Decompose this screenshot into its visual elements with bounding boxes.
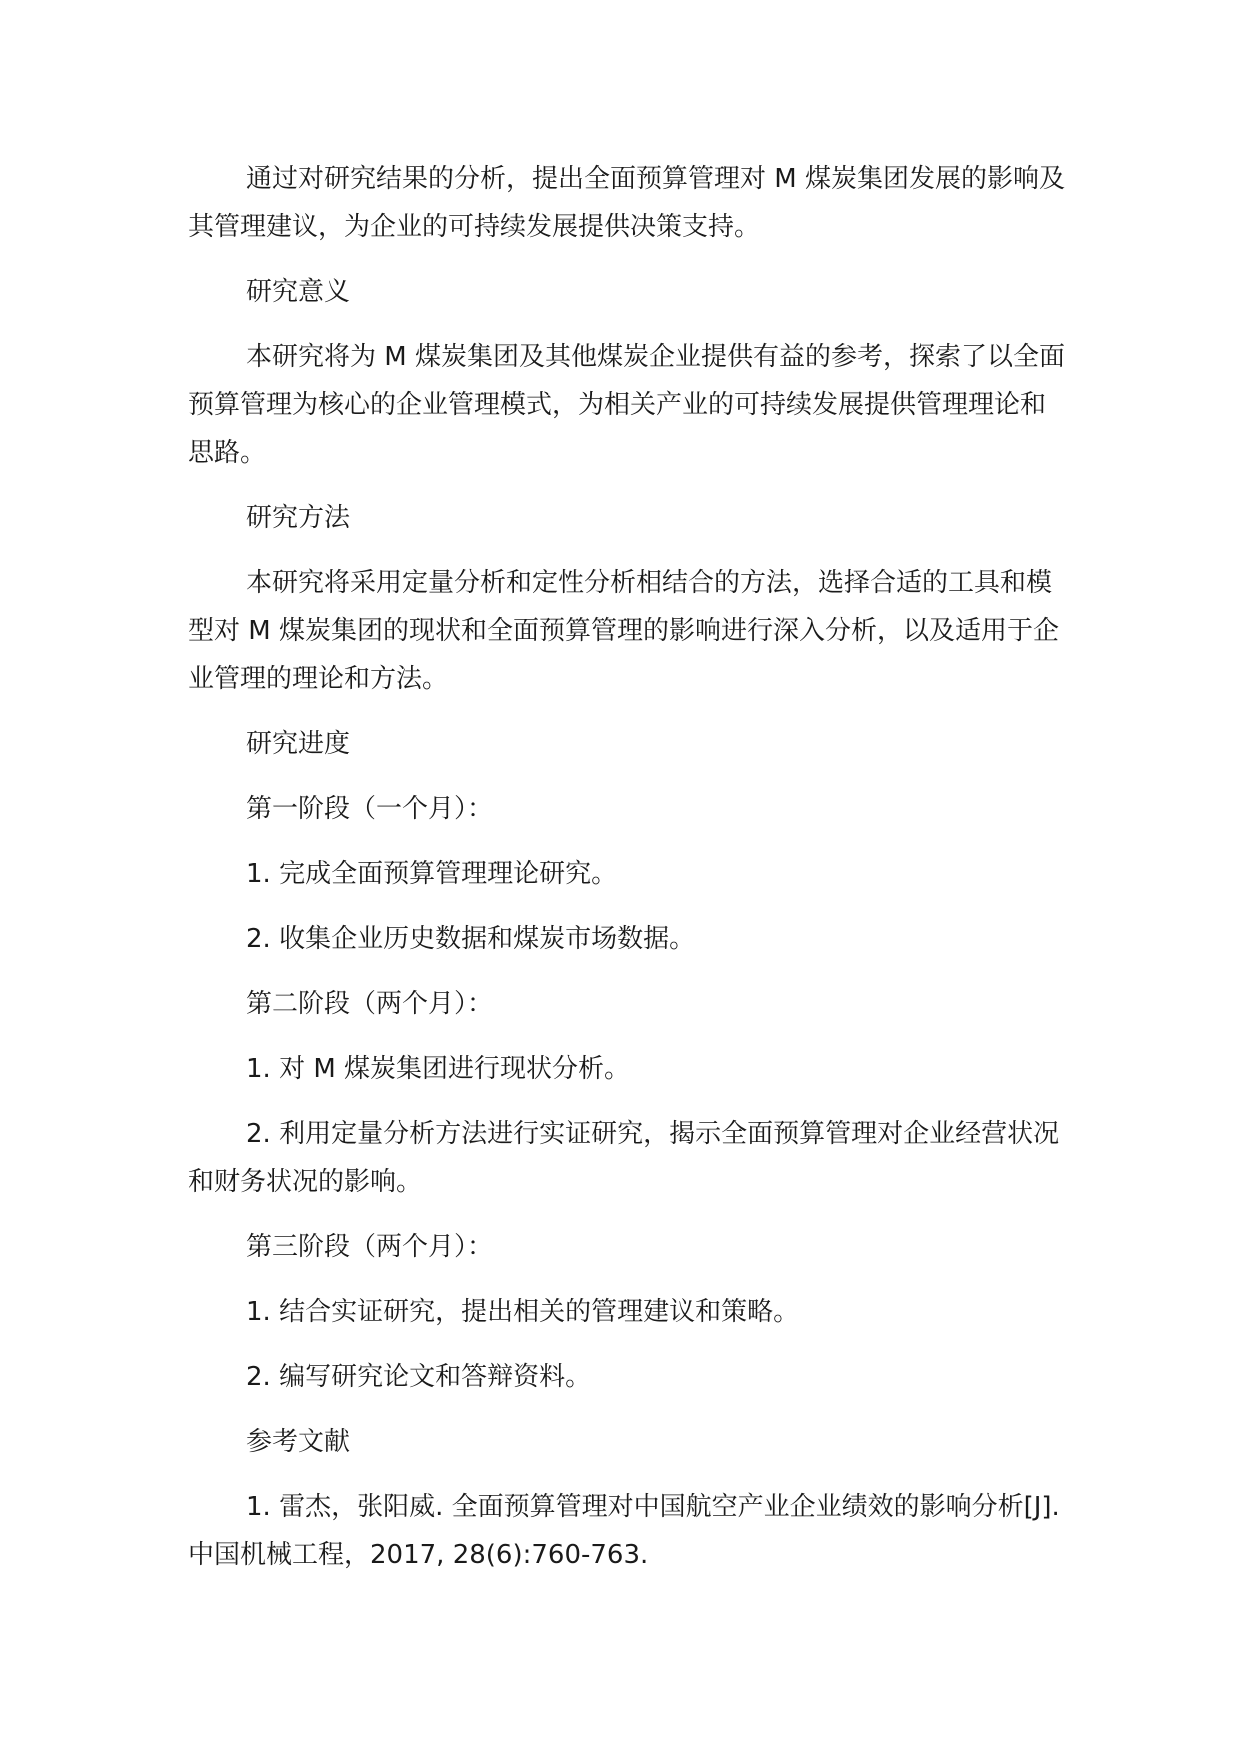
heading-references: 参考文献 <box>246 1427 351 1457</box>
paragraph-research-method: 本研究将采用定量分析和定性分析相结合的方法，选择合适的工具和模型对 M 煤炭集团的现状和全面预算管理的影响进行深入分析，以及适用于企业管理的理论和方法。 <box>188 568 1059 694</box>
heading-research-significance: 研究意义 <box>246 277 351 307</box>
reference-item-1: 1. 雷杰，张阳威. 全面预算管理对中国航空产业企业绩效的影响分析[J]. 中国机械工程，2017, 28(6):760-763. <box>188 1492 1060 1570</box>
document-body <box>188 155 1068 1596</box>
stage-two-title: 第二阶段（两个月）： <box>246 989 494 1019</box>
stage-three-item-1: 1. 结合实证研究，提出相关的管理建议和策略。 <box>246 1297 800 1327</box>
stage-one-title: 第一阶段（一个月）： <box>246 794 494 824</box>
stage-one-item-1: 1. 完成全面预算管理理论研究。 <box>246 859 618 889</box>
heading-research-schedule: 研究进度 <box>246 729 351 759</box>
paragraph-conclusion-intro: 通过对研究结果的分析，提出全面预算管理对 M 煤炭集团发展的影响及其管理建议，为企业的可持续发展提供决策支持。 <box>188 164 1065 242</box>
stage-one-item-2: 2. 收集企业历史数据和煤炭市场数据。 <box>246 924 696 954</box>
stage-three-item-2: 2. 编写研究论文和答辩资料。 <box>246 1362 592 1392</box>
stage-two-item-2: 2. 利用定量分析方法进行实证研究，揭示全面预算管理对企业经营状况和财务状况的影响。 <box>188 1119 1060 1197</box>
stage-two-item-1: 1. 对 M 煤炭集团进行现状分析。 <box>246 1054 631 1084</box>
heading-research-method: 研究方法 <box>246 503 351 533</box>
paragraph-research-significance: 本研究将为 M 煤炭集团及其他煤炭企业提供有益的参考，探索了以全面预算管理为核心的企业管理模式，为相关产业的可持续发展提供管理理论和思路。 <box>188 342 1065 468</box>
stage-three-title: 第三阶段（两个月）： <box>246 1232 494 1262</box>
